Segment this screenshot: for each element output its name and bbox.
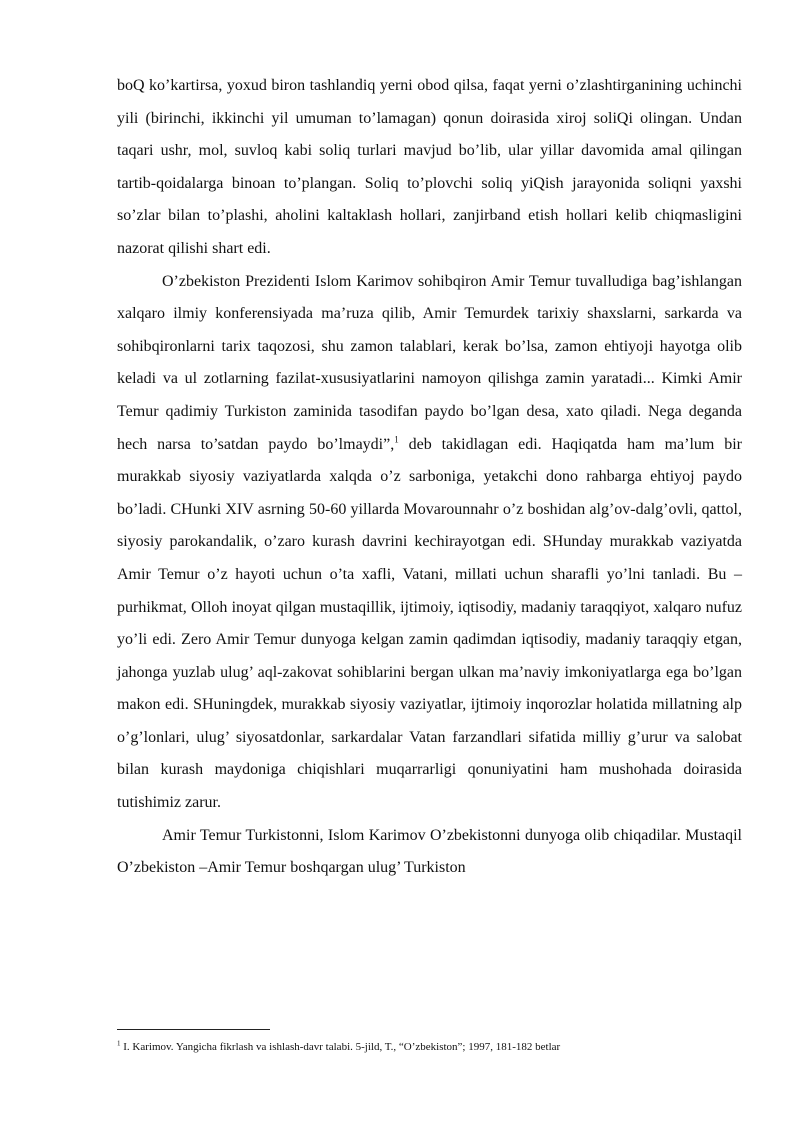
paragraph-text-before-ref: O’zbekiston Prezidenti Islom Karimov sohibqiron Amir Temur tuvalludiga bag’ishlangan xalqaro ilmiy konferensiyada ma’ruza qilib, Amir Temurdek tarixiy shaxslarni, sarkarda va sohibqironlarni tarix taqozosi, shu zamon talablari, kerak bo’lsa, zamon ehtiyoji hayotga olib keladi va ul zotlarning fazilat-xususiyatlarini namoyon qilishga zamin yaratadi... Kimki Amir Temur qadimiy Turkiston zaminida tasodifan paydo bo’lgan desa, xato qiladi. Nega deganda hech narsa to’satdan paydo bo’lmaydi”,	[117, 272, 742, 453]
paragraph-turkiston: Amir Temur Turkistonni, Islom Karimov O’zbekistonni dunyoga olib chiqadilar. Mustaqil O’zbekiston –Amir Temur boshqargan ulug’ Turkiston	[117, 826, 742, 877]
footnote-reference[interactable]: 1	[394, 434, 399, 445]
paragraph-amir-temur	[117, 266, 742, 820]
paragraph-text-after-ref: deb takidlagan edi. Haqiqatda ham ma’lum bir murakkab siyosiy vaziyatlarda xalqda o’z sarboniga, yetakchi dono rahbarga ehtiyoj paydo bo’ladi. CHunki XIV asrning 50-60 yillarda Movarounnahr o’z boshidan alg’ov-dalg’ovli, qattol, siyosiy parokandalik, o’zaro kurash davrini kechirayotgan edi. SHunday murakkab vaziyatda Amir Temur o’z hayoti uchun o’ta xafli, Vatani, millati uchun sharafli yo’lni tanladi. Bu –purhikmat, Olloh inoyat qilgan mustaqillik, ijtimoiy, iqtisodiy, madaniy taraqqiyot, xalqaro nufuz yo’li edi. Zero Amir Temur dunyoga kelgan zamin qadimdan iqtisodiy, madaniy taraqqiy etgan, jahonga yuzlab ulug’ aql-zakovat sohiblarini bergan ulkan ma’naviy imkoniyatlarga ega bo’lgan makon edi. SHuningdek, murakkab siyosiy vaziyatlar, ijtimoiy inqorozlar holatida millatning alp o’g’lonlari, ulug’ siyosatdonlar, sarkardalar Vatan farzandlari sifatida milliy g’urur va salobat bilan kurash maydoniga chiqishlari muqarrarligi qonuniyatini ham mushohada doirasida tutishimiz zarur.	[117, 435, 742, 812]
footnote-separator	[117, 1029, 270, 1030]
footnote-text: I. Karimov. Yangicha fikrlash va ishlash-davr talabi. 5-jild, T., “O’zbekiston”; 1997, 181-182 betlar	[120, 1041, 561, 1053]
document-body	[117, 70, 742, 885]
paragraph-soliq: boQ ko’kartirsa, yoxud biron tashlandiq yerni obod qilsa, faqat yerni o’zlashtirganining uchinchi yili (birinchi, ikkinchi yil umuman to’lamagan) qonun doirasida xiroj soliQi olingan. Undan taqari ushr, mol, suvloq kabi soliq turlari mavjud bo’lib, ular yillar davomida amal qilingan tartib-qoidalarga binoan to’plangan. Soliq to’plovchi soliq yiQish jarayonida soliqni yaxshi so’zlar bilan to’plashi, aholini kaltaklash hollari, zanjirband etish hollari kelib chiqmasligini nazorat qilishi shart edi.	[117, 77, 742, 257]
footnote	[117, 1040, 742, 1054]
footnote-mark: 1	[117, 1039, 121, 1048]
